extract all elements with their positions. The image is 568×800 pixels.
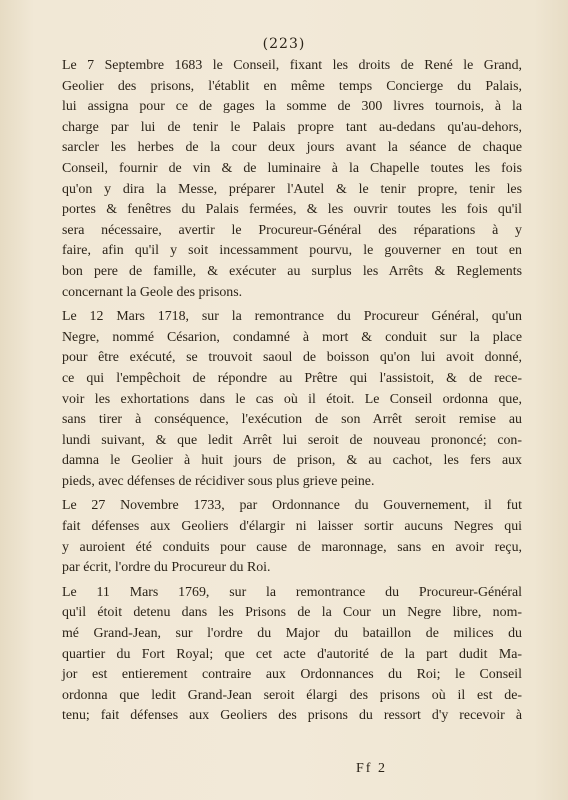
text-line: damna le Geolier à huit jours de prison, & au cachot, les fers aux bbox=[62, 453, 522, 469]
text-line: lundi suivant, & que ledit Arrêt lui seroit de nouveau prononcé; con- bbox=[62, 432, 522, 448]
text-line: concernant la Geole des prisons. bbox=[62, 284, 243, 300]
text-line: portes & fenêtres du Palais fermées, & les ouvrir toutes les fois qu'il bbox=[62, 202, 522, 218]
text-line: jor est entierement contraire aux Ordonnances du Roi; le Conseil bbox=[62, 667, 522, 683]
text-line: lui assigna pour ce de gages la somme de 300 livres tournois, à la bbox=[62, 99, 522, 115]
text-line: sans tirer à conséquence, l'exécution de son Arrêt seroit remise au bbox=[62, 412, 522, 428]
text-line: Le 11 Mars 1769, sur la remontrance du Procureur-Général bbox=[62, 584, 522, 600]
paragraph bbox=[62, 56, 522, 303]
text-line: ce qui l'empêchoit de répondre au Prêtre qui l'assistoit, & de rece- bbox=[62, 370, 522, 386]
text-line: sera nécessaire, avertir le Procureur-Général des réparations à y bbox=[62, 222, 522, 238]
text-line: Le 12 Mars 1718, sur la remontrance du Procureur Général, qu'un bbox=[62, 309, 522, 325]
text-line: fait défenses aux Geoliers d'élargir ni laisser sortir aucuns Negres qui bbox=[62, 519, 522, 535]
text-line: sarcler les herbes de la cour deux jours avant la séance de chaque bbox=[62, 140, 522, 156]
text-line: charge par lui de tenir le Palais propre tant au-dedans qu'au-dehors, bbox=[62, 119, 522, 135]
text-line: qu'on y dira la Messe, préparer l'Autel & le tenir propre, tenir les bbox=[62, 181, 522, 197]
paragraph bbox=[62, 307, 522, 492]
text-line: faire, afin qu'il y soit incessamment pourvu, le gouverner en tout en bbox=[62, 243, 522, 259]
text-line: tenu; fait défenses aux Geoliers des prisons du ressort d'y recevoir à bbox=[62, 708, 522, 724]
text-line: mé Grand-Jean, sur l'ordre du Major du bataillon de milices du bbox=[62, 626, 522, 642]
text-line: Negre, nommé Césarion, condamné à mort & conduit sur la place bbox=[62, 329, 522, 345]
text-line: Le 7 Septembre 1683 le Conseil, fixant les droits de René le Grand, bbox=[62, 58, 522, 73]
text-line: y auroient été conduits pour cause de maronnage, sans en avoir reçu, bbox=[62, 539, 522, 555]
text-line: bon pere de famille, & exécuter au surplus les Arrêts & Reglements bbox=[62, 263, 522, 279]
page-number: (223) bbox=[262, 36, 306, 52]
text-line: pour être exécuté, se trouvoit saoul de boisson qu'on lui avoit donné, bbox=[62, 350, 522, 366]
body-text bbox=[62, 56, 522, 731]
text-line: quartier du Fort Royal; que cet acte d'autorité de la part dudit Ma- bbox=[62, 646, 522, 662]
text-line: qu'il étoit detenu dans les Prisons de la Cour un Negre libre, nom- bbox=[62, 605, 522, 621]
catchword: Ff 2 bbox=[356, 761, 387, 776]
text-line: ordonna que ledit Grand-Jean seroit élargi des prisons où il est de- bbox=[62, 687, 522, 703]
text-line: voir les exhortations dans le cas où il étoit. Le Conseil ordonna que, bbox=[62, 391, 522, 407]
text-line: Conseil, fournir de vin & de luminaire à la Chapelle toutes les fois bbox=[62, 160, 522, 176]
text-line: par écrit, l'ordre du Procureur du Roi. bbox=[62, 560, 271, 576]
text-line: Le 27 Novembre 1733, par Ordonnance du Gouvernement, il fut bbox=[62, 498, 522, 514]
text-line: pieds, avec défenses de récidiver sous plus grieve peine. bbox=[62, 473, 375, 489]
paragraph bbox=[62, 496, 522, 578]
paragraph bbox=[62, 583, 522, 727]
text-line: Geolier des prisons, l'établit en même temps Concierge du Palais, bbox=[62, 78, 522, 94]
